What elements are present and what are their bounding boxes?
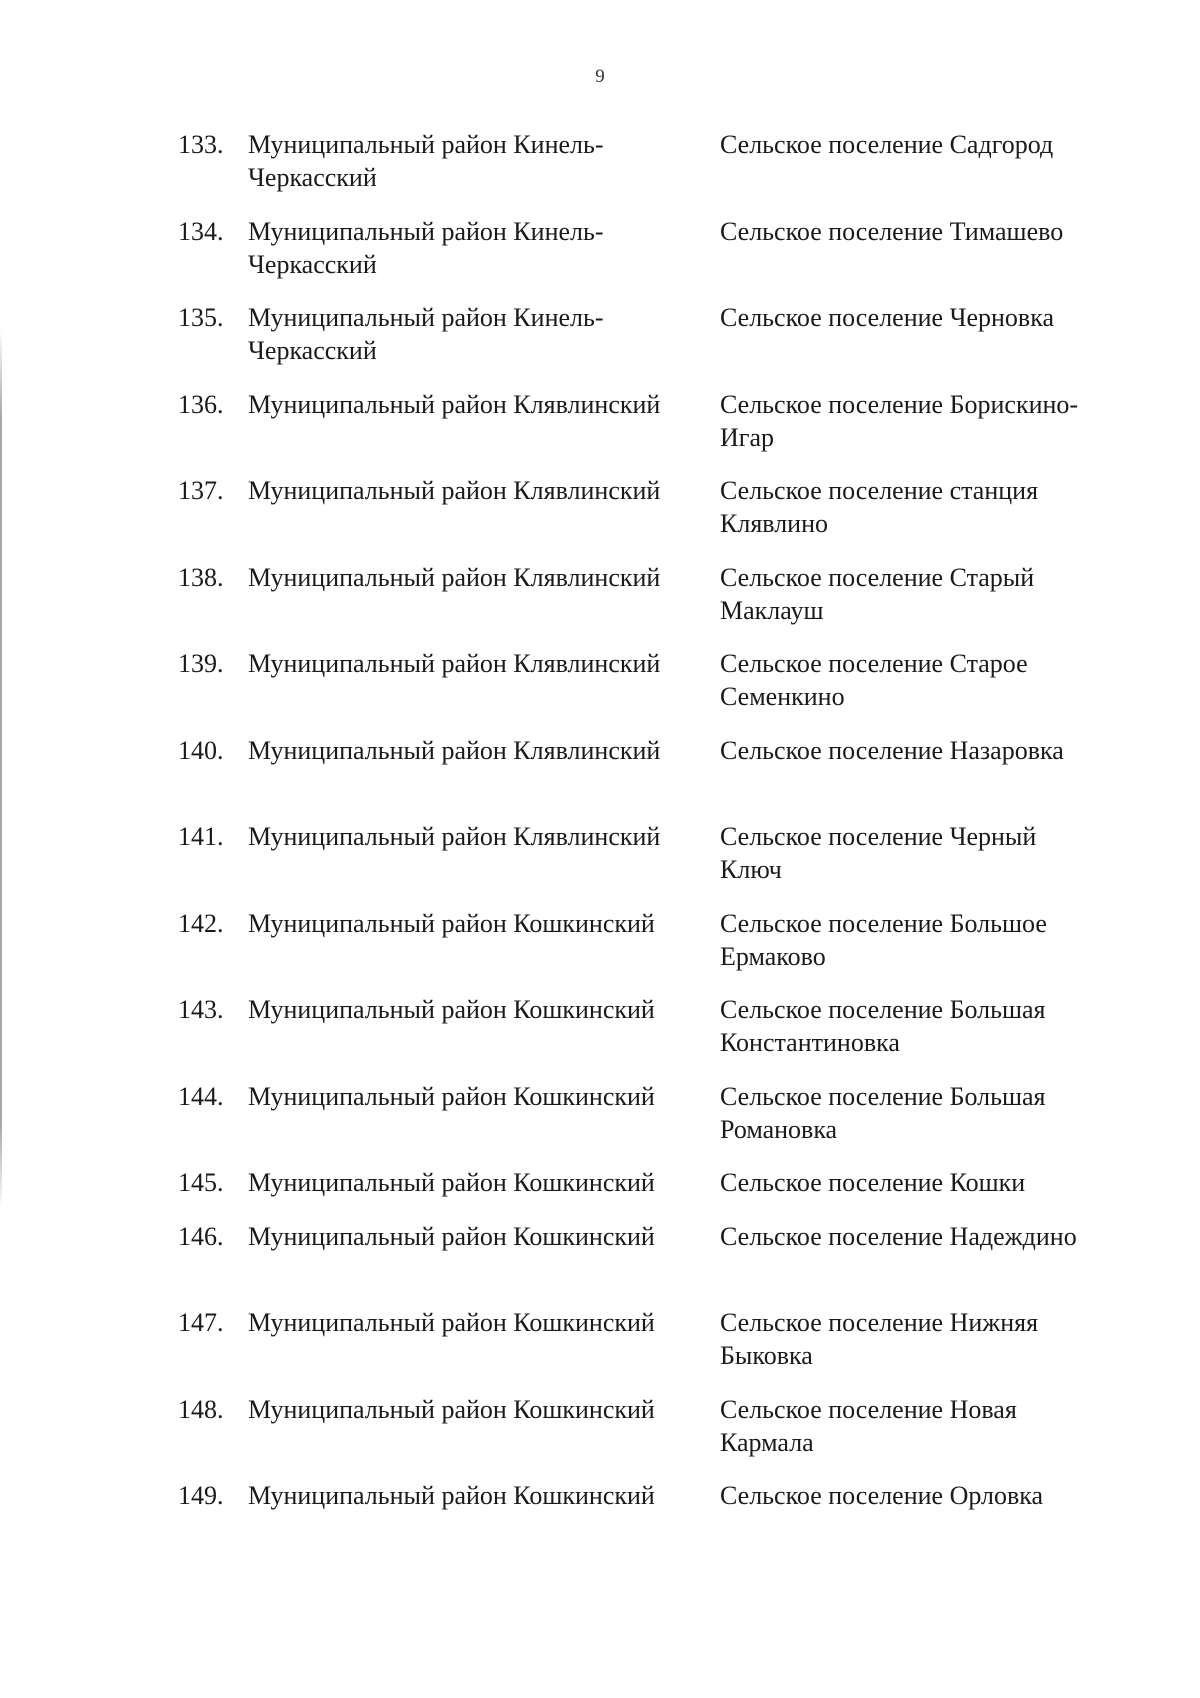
list-row <box>0 1306 1200 1393</box>
district-name: Муниципальный район Кошкинский <box>248 1081 655 1111</box>
settlement-name: Сельское поселение Большая Романовка <box>720 1081 1046 1144</box>
district-name: Муниципальный район Клявлинский <box>248 476 661 505</box>
list-row <box>0 215 1200 302</box>
settlement-name: Сельское поселение Надеждино <box>720 1221 1077 1251</box>
settlement-name: Сельское поселение Назаровка <box>720 735 1064 765</box>
district-name: Муниципальный район Клявлинский <box>248 562 661 592</box>
row-number: 144. <box>178 1081 224 1111</box>
settlement-name: Сельское поселение Новая Кармала <box>720 1394 1017 1457</box>
row-number: 137. <box>178 476 224 505</box>
row-number: 149. <box>178 1481 224 1510</box>
settlement-name: Сельское поселение Черный Ключ <box>720 822 1037 884</box>
district-name: Муниципальный район Кошкинский <box>248 1481 655 1510</box>
settlement-name: Сельское поселение Орловка <box>720 1481 1044 1510</box>
row-number: 148. <box>178 1394 224 1424</box>
list-row <box>0 128 1200 215</box>
district-name: Муниципальный район Клявлинский <box>248 822 661 851</box>
district-name: Муниципальный район Кошкинский <box>248 1221 655 1251</box>
list-row <box>0 907 1200 994</box>
district-name: Муниципальный район Кинель-Черкасский <box>248 216 604 279</box>
row-number: 134. <box>178 216 224 246</box>
district-name: Муниципальный район Кинель-Черкасский <box>248 303 604 365</box>
list-row <box>0 474 1200 561</box>
row-number: 141. <box>178 822 224 851</box>
settlement-name: Сельское поселение Нижняя Быковка <box>720 1308 1039 1370</box>
settlement-name: Сельское поселение Старое Семенкино <box>720 649 1028 711</box>
settlement-name: Сельское поселение Тимашево <box>720 216 1064 246</box>
row-number: 140. <box>178 735 224 765</box>
row-number: 146. <box>178 1221 224 1251</box>
list-row <box>0 301 1200 388</box>
list-row <box>0 1393 1200 1480</box>
list-row <box>0 1220 1200 1307</box>
district-name: Муниципальный район Кошкинский <box>248 908 655 938</box>
row-number: 143. <box>178 995 224 1024</box>
settlement-name: Сельское поселение Большое Ермаково <box>720 908 1047 971</box>
settlement-name: Сельское поселение станция Клявлино <box>720 476 1039 538</box>
district-name: Муниципальный район Кинель-Черкасский <box>248 130 604 192</box>
list-row <box>0 1479 1200 1566</box>
row-number: 145. <box>178 1168 224 1197</box>
district-name: Муниципальный район Клявлинский <box>248 735 661 765</box>
settlement-name: Сельское поселение Садгород <box>720 130 1054 159</box>
list-row <box>0 820 1200 907</box>
row-number: 133. <box>178 130 224 159</box>
list-row <box>0 1166 1200 1220</box>
row-number: 138. <box>178 562 224 592</box>
settlement-name: Сельское поселение Борискино-Игар <box>720 389 1079 452</box>
list-row <box>0 1080 1200 1167</box>
list-row <box>0 993 1200 1080</box>
district-name: Муниципальный район Кошкинский <box>248 1168 655 1197</box>
settlement-name: Сельское поселение Черновка <box>720 303 1054 332</box>
row-number: 139. <box>178 649 224 678</box>
page-number: 9 <box>595 66 605 87</box>
district-name: Муниципальный район Клявлинский <box>248 649 661 678</box>
list-row <box>0 388 1200 475</box>
list-row <box>0 647 1200 734</box>
list-row <box>0 561 1200 648</box>
district-name: Муниципальный район Кошкинский <box>248 1308 655 1337</box>
district-name: Муниципальный район Кошкинский <box>248 995 655 1024</box>
row-number: 147. <box>178 1308 224 1337</box>
row-number: 142. <box>178 908 224 938</box>
settlement-name: Сельское поселение Кошки <box>720 1168 1026 1197</box>
settlement-name: Сельское поселение Старый Маклауш <box>720 562 1035 625</box>
list-row <box>0 734 1200 821</box>
district-name: Муниципальный район Кошкинский <box>248 1394 655 1424</box>
row-number: 136. <box>178 389 224 419</box>
settlement-list <box>0 128 1200 1566</box>
settlement-name: Сельское поселение Большая Константиновка <box>720 995 1046 1057</box>
row-number: 135. <box>178 303 224 332</box>
district-name: Муниципальный район Клявлинский <box>248 389 661 419</box>
